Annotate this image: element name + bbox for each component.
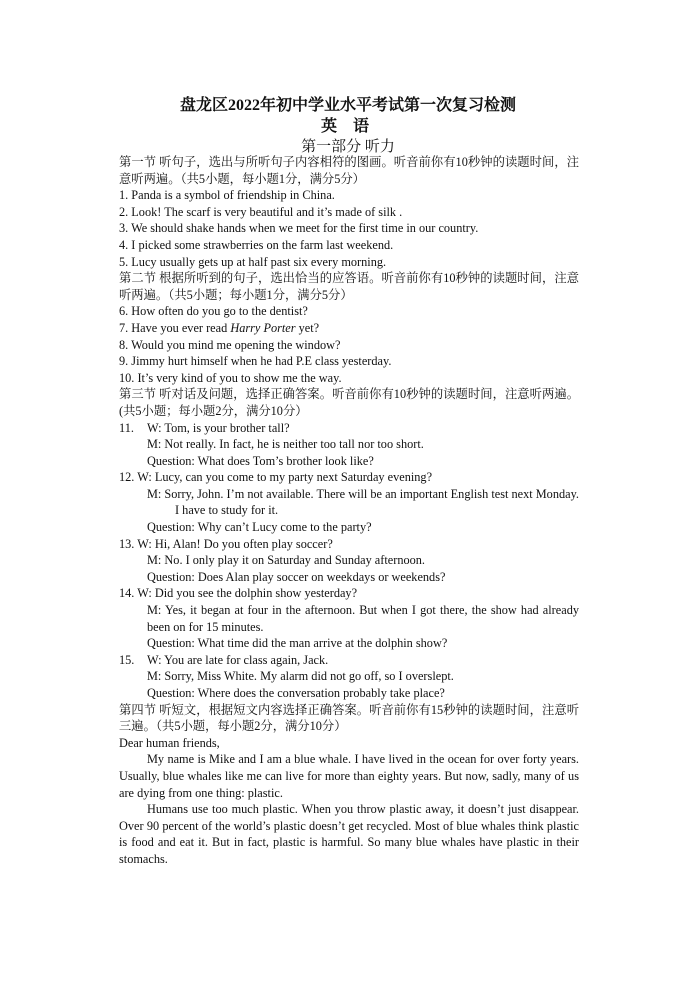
item7-text-pre: 7. Have you ever read	[119, 320, 231, 335]
q11-number: 11.	[119, 420, 134, 435]
q15-woman-text: W: You are late for class again, Jack.	[147, 652, 329, 667]
section4-heading: 第四节 听短文，根据短文内容选择正确答案。听音前你有15秒钟的读题时间，注意听三遍。（共5小题，每小题2分，满分10分）	[119, 702, 579, 734]
q11-man: M: Not really. In fact, he is neither too tall nor too short.	[147, 437, 424, 452]
section1-item-5: 5. Lucy usually gets up at half past six every morning.	[119, 254, 387, 269]
letter-paragraph-1: My name is Mike and I am a blue whale. I have lived in the ocean for over forty years. Usually, blue whales like me can live for more than eighty years. But now, sadly, many of us are dying from one thing: plastic.	[119, 752, 579, 800]
q14-man: M: Yes, it began at four in the afternoon. But when I got there, the show had already been on for 15 minutes.	[147, 603, 579, 634]
section2-item-9: 9. Jimmy hurt himself when he had P.E class yesterday.	[119, 354, 392, 369]
document-body	[119, 154, 579, 868]
section2-item-10: 10. It’s very kind of you to show me the way.	[119, 370, 342, 385]
q12-man: M: Sorry, John. I’m not available. There will be an important English test next Monday. I have to study for it.	[147, 486, 579, 518]
q13-question: Question: Does Alan play soccer on weekdays or weekends?	[147, 569, 446, 584]
q15-man: M: Sorry, Miss White. My alarm did not go off, so I overslept.	[147, 669, 454, 684]
letter-greeting: Dear human friends,	[119, 735, 220, 750]
item7-book-title: Harry Porter	[230, 320, 296, 335]
section2-item-7	[119, 320, 579, 337]
section1-item-1: 1. Panda is a symbol of friendship in China.	[119, 188, 335, 203]
q15-number: 15.	[119, 652, 135, 667]
section1-item-3: 3. We should shake hands when we meet for the first time in our country.	[119, 221, 479, 236]
q12-woman: 12. W: Lucy, can you come to my party next Saturday evening?	[119, 470, 433, 485]
q15-question: Question: Where does the conversation probably take place?	[147, 686, 445, 700]
q11-woman	[119, 420, 579, 437]
q13-man: M: No. I only play it on Saturday and Sunday afternoon.	[147, 553, 426, 568]
section2-heading: 第二节 根据所听到的句子，选出恰当的应答语。听音前你有10秒钟的读题时间，注意听两遍。（共5小题；每小题1分，满分5分）	[119, 271, 579, 302]
q15-woman	[119, 652, 579, 669]
section2-item-6: 6. How often do you go to the dentist?	[119, 304, 308, 319]
letter-paragraph-2: Humans use too much plastic. When you throw plastic away, it doesn’t just disappear. Over 90 percent of the world’s plastic doesn’t get recycled. Most of blue whales think plastic is food and eat it. But in fact, plastic is harmful. So many blue whales have plastic in their stomachs.	[119, 802, 579, 866]
q11-woman-text: W: Tom, is your brother tall?	[147, 420, 290, 435]
section1-heading: 第一节 听句子，选出与所听句子内容相符的图画。听音前你有10秒钟的读题时间，注意听两遍。（共5小题，每小题1分，满分5分）	[119, 155, 579, 186]
q13-woman: 13. W: Hi, Alan! Do you often play soccer?	[119, 536, 333, 551]
part-title: 第一部分 听力	[301, 139, 395, 155]
q14-question: Question: What time did the man arrive at the dolphin show?	[147, 636, 448, 651]
section1-item-2: 2. Look! The scarf is very beautiful and it’s made of silk .	[119, 204, 403, 219]
section1-item-4: 4. I picked some strawberries on the farm last weekend.	[119, 237, 394, 252]
subject-title: 英 语	[320, 118, 375, 135]
q14-woman: 14. W: Did you see the dolphin show yesterday?	[119, 586, 358, 601]
q11-question: Question: What does Tom’s brother look like?	[147, 453, 374, 468]
q12-question: Question: Why can’t Lucy come to the party?	[147, 520, 372, 535]
section3-heading: 第三节 听对话及问题，选择正确答案。听音前你有10秒钟的读题时间，注意听两遍。(共5小题；每小题2分，满分10分）	[119, 387, 579, 418]
exam-title: 盘龙区2022年初中学业水平考试第一次复习检测	[179, 97, 516, 114]
section2-item-8: 8. Would you mind me opening the window?	[119, 337, 341, 352]
item7-text-post: yet?	[295, 320, 320, 335]
